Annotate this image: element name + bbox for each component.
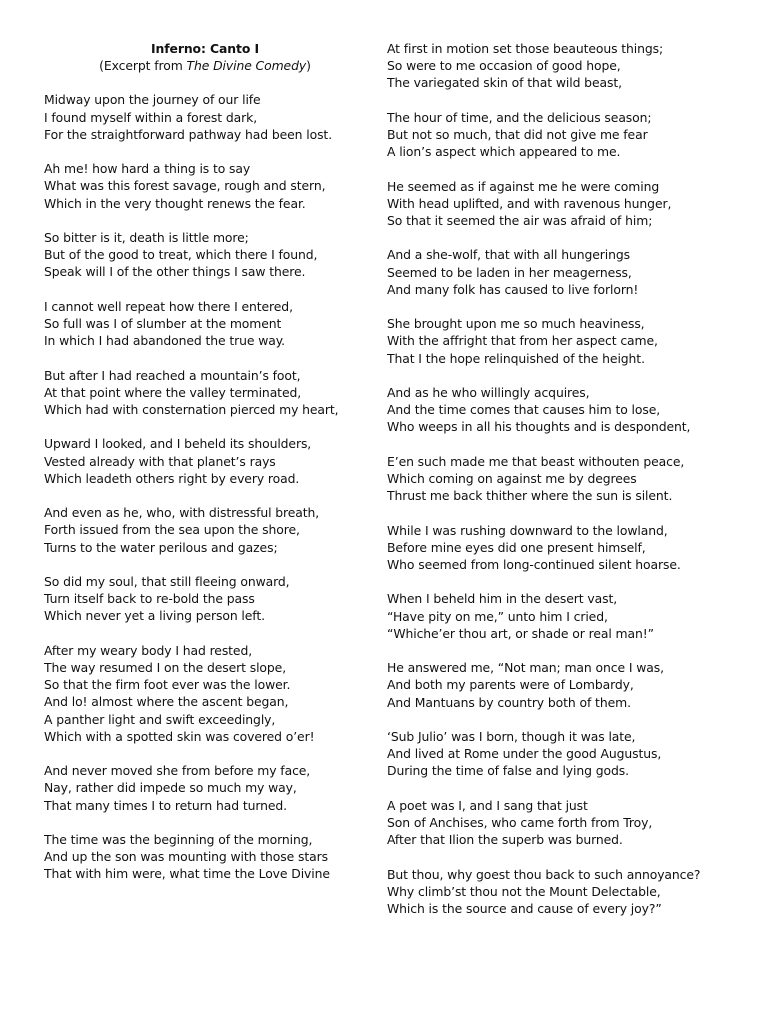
subtitle-prefix: (Excerpt from — [99, 58, 187, 74]
poem-line: And both my parents were of Lombardy, — [387, 677, 634, 693]
poem-line: Which coming on against me by degrees — [387, 470, 637, 486]
stanza — [387, 659, 747, 711]
stanza — [44, 367, 404, 419]
poem-line: The way resumed I on the desert slope, — [44, 659, 287, 675]
stanza — [44, 435, 404, 487]
left-column — [44, 40, 404, 900]
stanza — [44, 298, 404, 350]
right-stanzas — [387, 40, 747, 917]
poem-line: And even as he, who, with distressful breath, — [44, 505, 320, 521]
poem-line: So full was I of slumber at the moment — [44, 316, 282, 331]
poem-line: After my weary body I had rested, — [44, 642, 253, 658]
poem-line: “Whiche’er thou art, or shade or real man!” — [387, 625, 654, 641]
stanza — [387, 384, 747, 436]
poem-line: And many folk has caused to live forlorn! — [387, 281, 639, 297]
poem-line: The hour of time, and the delicious season; — [387, 109, 652, 125]
poem-line: Upward I looked, and I beheld its shoulders, — [44, 436, 312, 452]
poem-line: At that point where the valley terminated, — [44, 384, 302, 400]
poem-line: Which is the source and cause of every joy?” — [387, 900, 662, 916]
stanza — [387, 109, 747, 161]
poem-line: The variegated skin of that wild beast, — [387, 75, 622, 91]
stanza — [387, 40, 747, 92]
poem-line: Midway upon the journey of our life — [44, 92, 261, 108]
poem-line: Who seemed from long-continued silent hoarse. — [387, 556, 681, 572]
stanza — [44, 762, 404, 814]
poem-line: Son of Anchises, who came forth from Troy, — [387, 814, 653, 830]
poem-line: Before mine eyes did one present himself, — [387, 539, 646, 555]
subtitle-book-title: The Divine Comedy — [186, 58, 307, 74]
stanza — [387, 522, 747, 574]
poem-line: But thou, why goest thou back to such annoyance? — [387, 866, 701, 882]
poem-line: Thrust me back thither where the sun is silent. — [387, 488, 673, 504]
poem-line: Forth issued from the sea upon the shore, — [44, 522, 300, 538]
poem-line: She brought upon me so much heaviness, — [387, 316, 645, 332]
stanza — [44, 229, 404, 281]
poem-line: Which had with consternation pierced my heart, — [44, 402, 339, 417]
poem-line: And a she-wolf, that with all hungerings — [387, 247, 630, 263]
poem-line: So bitter is it, death is little more; — [44, 230, 249, 245]
poem-line: Speak will I of the other things I saw there. — [44, 264, 306, 280]
stanza — [387, 246, 747, 298]
stanza — [44, 573, 404, 625]
right-column — [387, 40, 747, 934]
left-stanzas — [44, 91, 404, 882]
stanza — [387, 453, 747, 505]
poem-line: And lo! almost where the ascent began, — [44, 694, 289, 710]
poem-title: Inferno: Canto I — [151, 41, 259, 56]
poem-line: With head uplifted, and with ravenous hunger, — [387, 195, 672, 211]
poem-line: A lion’s aspect which appeared to me. — [387, 144, 621, 160]
poem-line: And Mantuans by country both of them. — [387, 694, 631, 710]
poem-line: Ah me! how hard a thing is to say — [44, 161, 251, 177]
poem-line: Which leadeth others right by every road. — [44, 470, 300, 486]
poem-line: So did my soul, that still fleeing onward, — [44, 573, 290, 589]
poem-line: He seemed as if against me he were coming — [387, 178, 660, 194]
stanza — [387, 590, 747, 642]
poem-line: While I was rushing downward to the lowland, — [387, 522, 668, 538]
poem-line: Seemed to be laden in her meagerness, — [387, 264, 632, 280]
poem-line: ‘Sub Julio’ was I born, though it was late, — [387, 728, 636, 744]
poem-line: Who weeps in all his thoughts and is despondent, — [387, 419, 691, 435]
poem-line: “Have pity on me,” unto him I cried, — [387, 608, 608, 624]
poem-line: But after I had reached a mountain’s foot, — [44, 367, 301, 383]
poem-line: Nay, rather did impede so much my way, — [44, 780, 297, 796]
poem-line: For the straightforward pathway had been lost. — [44, 126, 333, 142]
poem-line: A panther light and swift exceedingly, — [44, 711, 276, 727]
stanza — [387, 315, 747, 367]
poem-line: When I beheld him in the desert vast, — [387, 591, 618, 607]
poem-line: Turn itself back to re-bold the pass — [44, 591, 255, 607]
poem-line: So that the firm foot ever was the lower. — [44, 677, 291, 693]
poem-line: But of the good to treat, which there I found, — [44, 247, 318, 263]
stanza — [44, 642, 404, 745]
stanza — [387, 866, 747, 918]
poem-line: Why climb’st thou not the Mount Delectable, — [387, 883, 661, 899]
poem-line: What was this forest savage, rough and stern, — [44, 178, 326, 194]
poem-line: That I the hope relinquished of the height. — [387, 350, 645, 366]
poem-line: And lived at Rome under the good Augustus, — [387, 746, 662, 762]
poem-line: Turns to the water perilous and gazes; — [44, 539, 278, 555]
poem-line: That with him were, what time the Love Divine — [44, 866, 330, 882]
poem-line: He answered me, “Not man; man once I was, — [387, 660, 664, 676]
poem-line: After that Ilion the superb was burned. — [387, 832, 623, 848]
poem-line: I found myself within a forest dark, — [44, 109, 258, 125]
poem-line: And as he who willingly acquires, — [387, 384, 590, 400]
subtitle-suffix: ) — [306, 58, 311, 74]
stanza — [44, 504, 404, 556]
poem-line: But not so much, that did not give me fear — [387, 127, 648, 142]
poem-line: The time was the beginning of the morning, — [44, 831, 313, 847]
stanza — [387, 728, 747, 780]
stanza — [387, 797, 747, 849]
poem-line: And the time comes that causes him to lose, — [387, 402, 661, 418]
poem-line: So were to me occasion of good hope, — [387, 58, 621, 74]
poem-line: In which I had abandoned the true way. — [44, 333, 286, 349]
poem-line: And never moved she from before my face, — [44, 763, 311, 779]
poem-line: I cannot well repeat how there I entered, — [44, 298, 293, 314]
poem-line: During the time of false and lying gods. — [387, 763, 629, 779]
stanza — [44, 160, 404, 212]
poem-line: Vested already with that planet’s rays — [44, 453, 276, 469]
poem-line: Which never yet a living person left. — [44, 608, 265, 624]
stanza — [44, 831, 404, 883]
poem-line: A poet was I, and I sang that just — [387, 797, 588, 813]
poem-line: That many times I to return had turned. — [44, 797, 287, 813]
stanza — [44, 91, 404, 143]
poem-line: E’en such made me that beast withouten peace, — [387, 453, 685, 469]
poem-line: So that it seemed the air was afraid of him; — [387, 213, 653, 228]
poem-line: With the affright that from her aspect came, — [387, 333, 658, 349]
poem-line: And up the son was mounting with those stars — [44, 849, 328, 865]
poem-line: Which with a spotted skin was covered o’er! — [44, 728, 315, 744]
poem-subtitle — [44, 57, 366, 74]
poem-line: At first in motion set those beauteous things; — [387, 41, 664, 56]
poem-line: Which in the very thought renews the fear. — [44, 195, 306, 211]
stanza — [387, 178, 747, 230]
